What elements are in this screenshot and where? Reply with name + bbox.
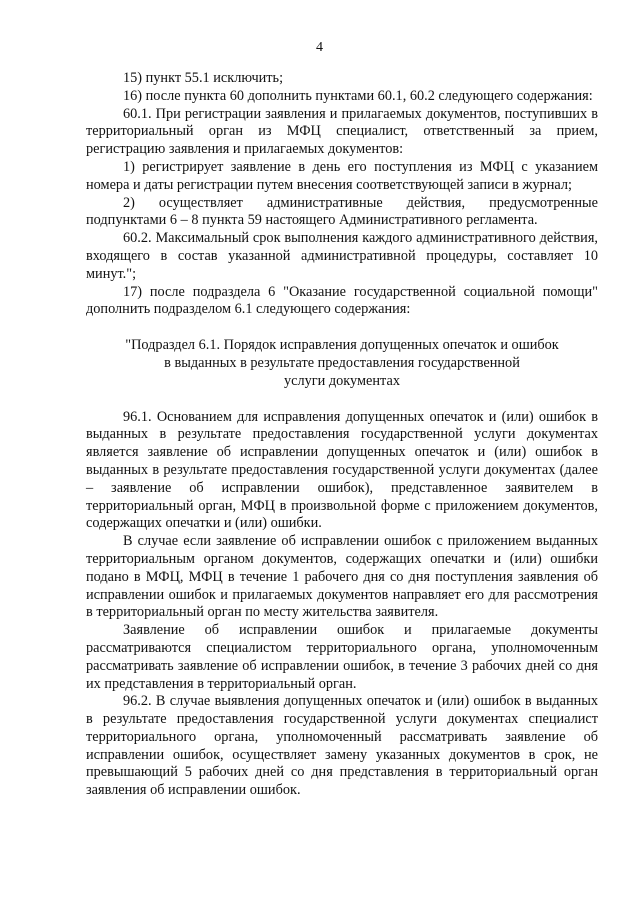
document-body: [86, 70, 598, 800]
paragraph-96-2: 96.2. В случае выявления допущенных опечаток и (или) ошибок в выданных в результате предоставления государственной услуги документах специалист территориального органа, уполномоченный рассматривать заявление об исправлении ошибок, осуществляет замену указанных документов в срок, не превышающий 5 рабочих дней со дня представления в территориальный орган заявления об исправлении ошибок.: [86, 693, 598, 799]
subsection-heading: [86, 337, 598, 390]
paragraph-item-16: 16) после пункта 60 дополнить пунктами 60.1, 60.2 следующего содержания:: [123, 87, 593, 104]
paragraph-96-1: 96.1. Основанием для исправления допущенных опечаток и (или) ошибок в выданных в результате предоставления государственной услуги документах является заявление об исправлении допущенных опечаток и (или) ошибок в выданных в результате предоставления государственной услуги документах (далее – заявление об исправлении ошибок), представленное заявителем в территориальный орган, МФЦ в произвольной форме с приложением документов, содержащих опечатки и (или) ошибки.: [86, 408, 598, 532]
subsection-heading-line-2: в выданных в результате предоставления государственной: [164, 354, 520, 371]
paragraph-item-17: 17) после подраздела 6 "Оказание государственной социальной помощи" дополнить подразделом 6.1 следующего содержания:: [86, 283, 598, 318]
paragraph-review-period: Заявление об исправлении ошибок и прилагаемые документы рассматриваются специалистом территориального органа, уполномоченным рассматривать заявление об исправлении ошибок, в течение 3 рабочих дней со дня их представления в территориальный орган.: [86, 622, 598, 692]
paragraph-mfc-submission: В случае если заявление об исправлении ошибок с приложением выданных территориальным органом документов, содержащих опечатки и (или) ошибки подано в МФЦ, МФЦ в течение 1 рабочего дня со дня поступления заявления об исправлении ошибок и прилагаемых документов направляет его для рассмотрения в территориальный орган по месту жительства заявителя.: [86, 533, 598, 621]
paragraph-60-1-subitem-2: 2) осуществляет административные действия, предусмотренные подпунктами 6 – 8 пункта 59 настоящего Административного регламента.: [86, 194, 598, 229]
paragraph-item-15: 15) пункт 55.1 исключить;: [123, 70, 284, 86]
page-number: 4: [316, 40, 323, 55]
paragraph-60-2: 60.2. Максимальный срок выполнения каждого административного действия, входящего в состав указанной административной процедуры, составляет 10 минут.";: [86, 230, 598, 282]
paragraph-60-1-subitem-1: 1) регистрирует заявление в день его поступления из МФЦ с указанием номера и даты регистрации путем внесения соответствующей записи в журнал;: [86, 158, 598, 193]
paragraph-60-1: 60.1. При регистрации заявления и прилагаемых документов, поступивших в территориальный орган из МФЦ специалист, ответственный за прием, регистрацию заявления и прилагаемых документов:: [86, 105, 598, 158]
subsection-heading-line-3: услуги документах: [284, 372, 400, 389]
subsection-heading-line-1: "Подраздел 6.1. Порядок исправления допущенных опечаток и ошибок: [125, 337, 559, 354]
